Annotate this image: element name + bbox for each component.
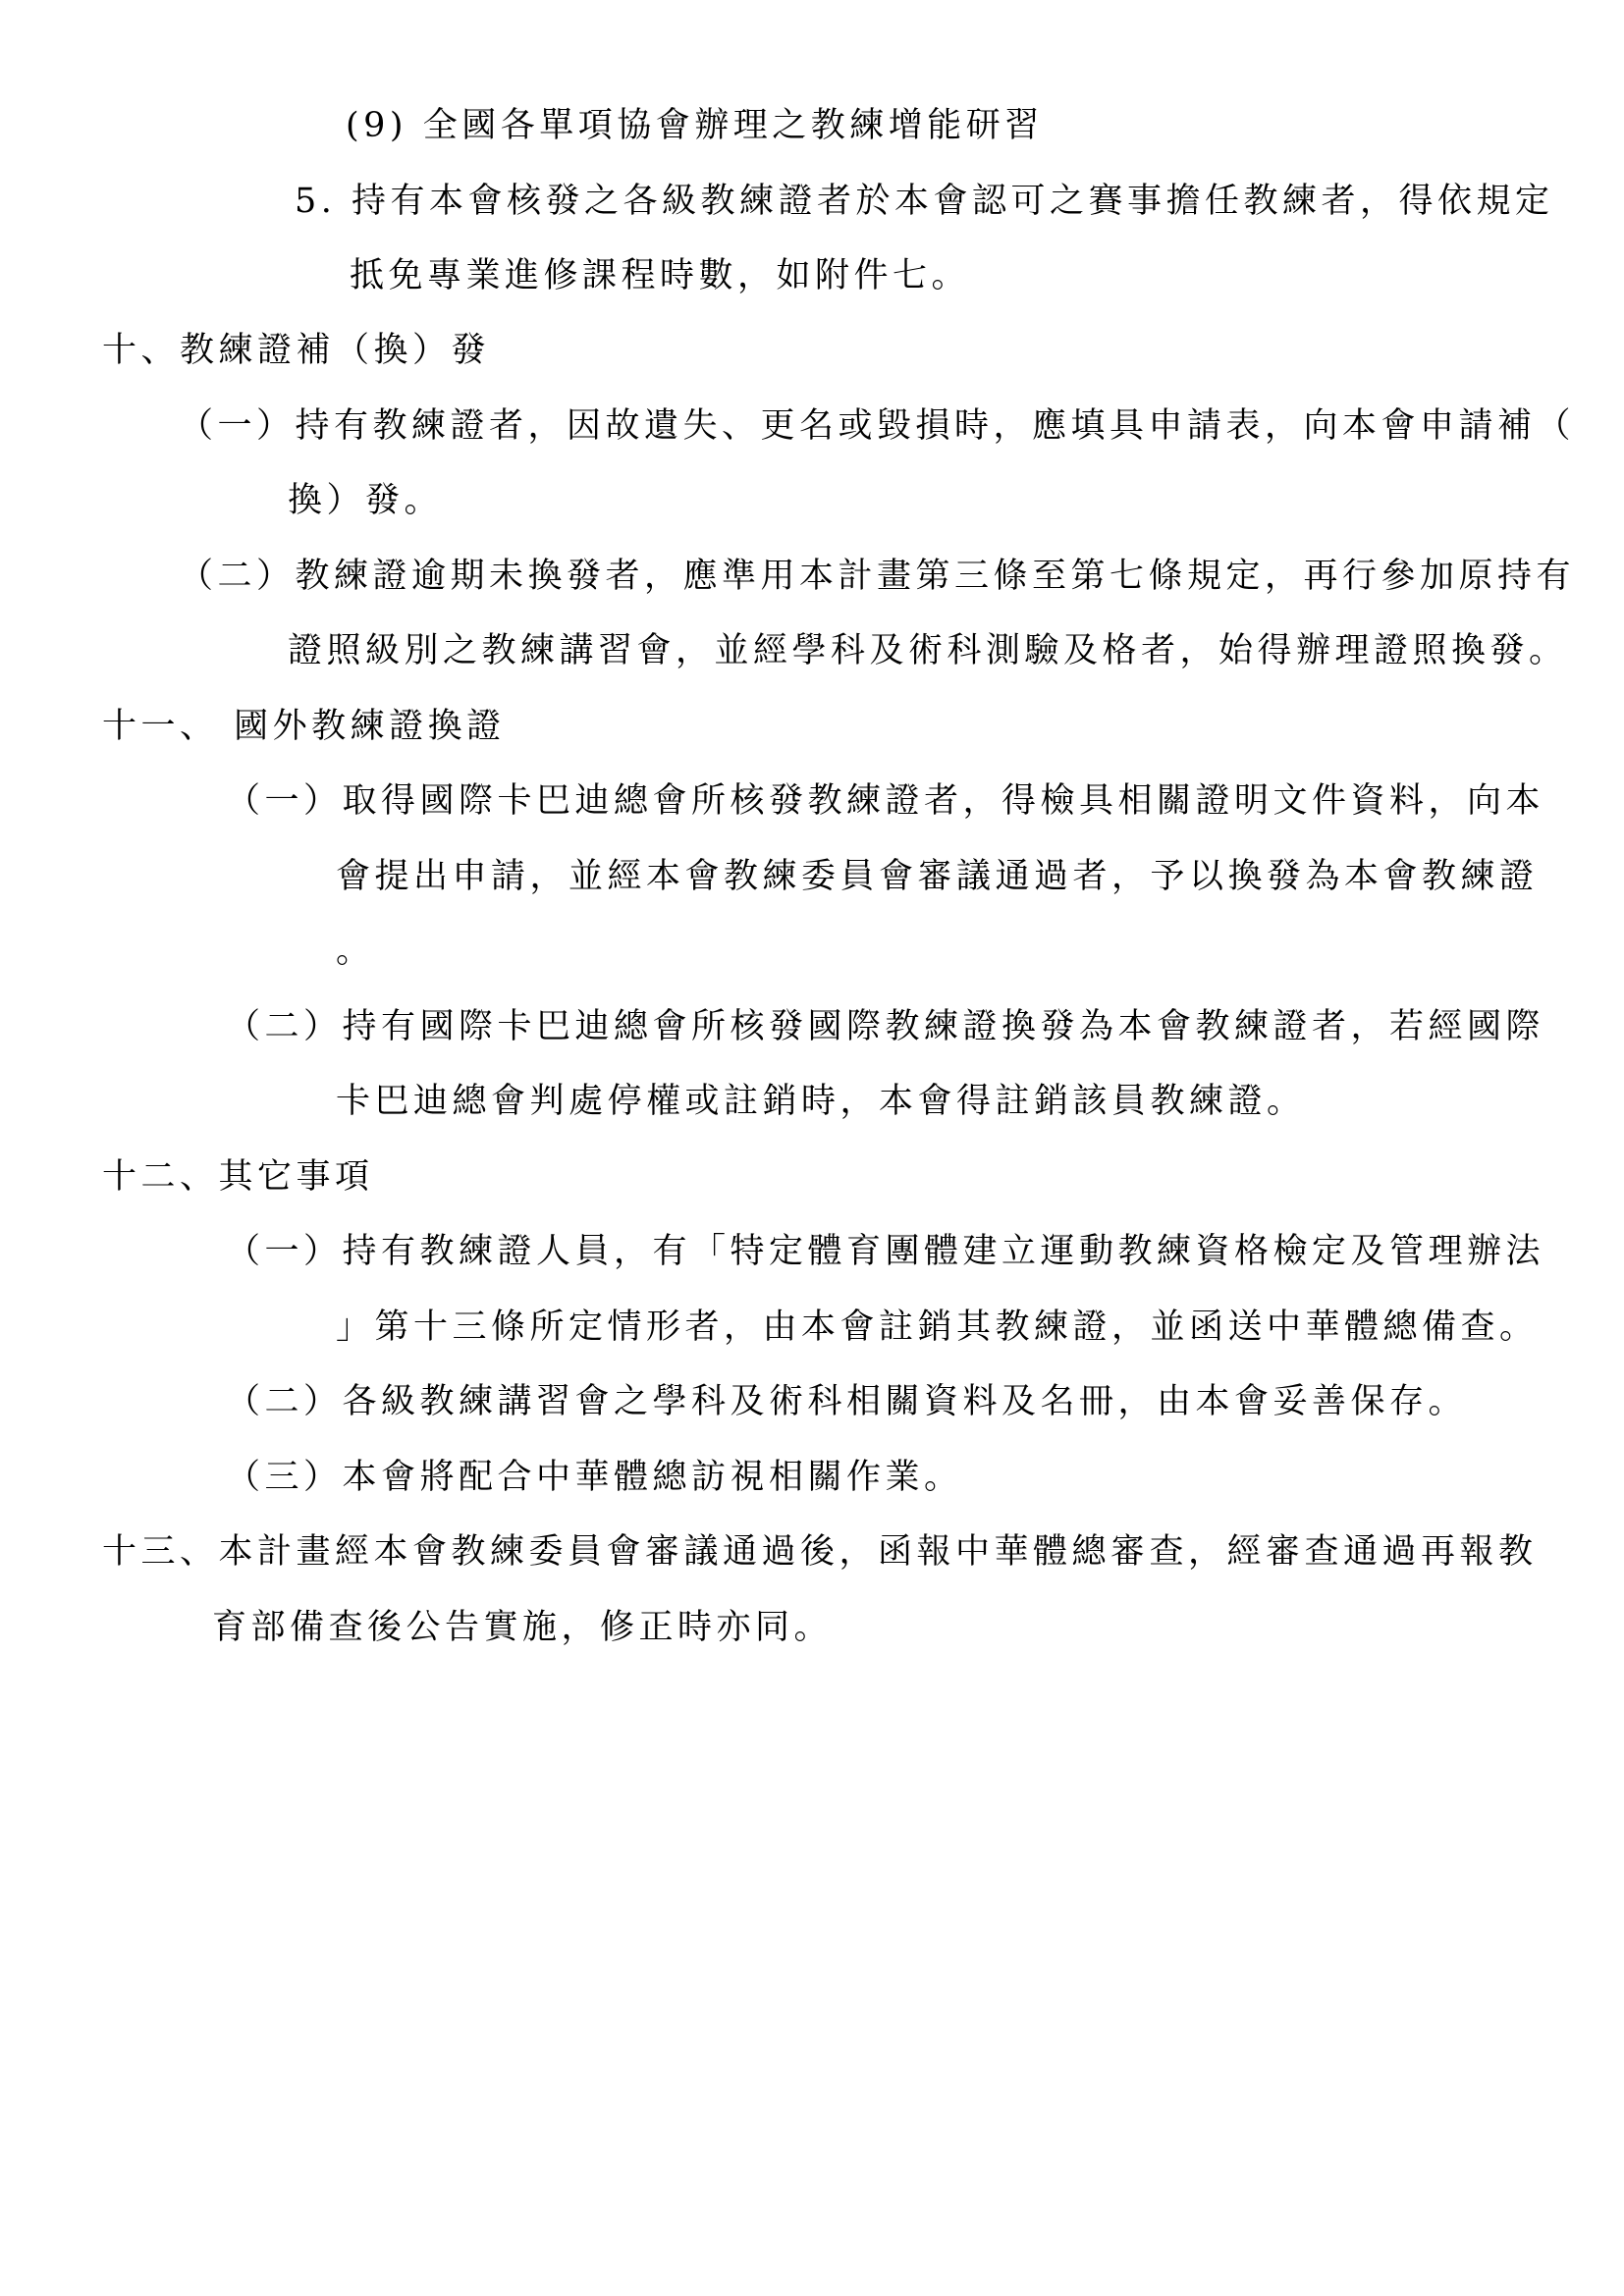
section-10-sub1-line-1: （一）持有教練證者，因故遺失、更名或毀損時，應填具申請表，向本會申請補（ (179, 406, 1576, 446)
section-12-sub3: （三）本會將配合中華體總訪視相關作業。 (226, 1458, 963, 1497)
section-12-sub1-line-2: 」第十三條所定情形者，由本會註銷其教練證，並函送中華體總備查。 (336, 1308, 1539, 1347)
item-9-line: (9) 全國各單項協會辦理之教練增能研習 (346, 106, 1044, 145)
item-5-line-1: 5. 持有本會核發之各級教練證者於本會認可之賽事擔任教練者，得依規定 (295, 182, 1554, 221)
section-11-sub1-line-1: （一）取得國際卡巴迪總會所核發教練證者，得檢具相關證明文件資料，向本 (226, 781, 1545, 821)
section-11-heading: 十一、 國外教練證換證 (102, 707, 506, 746)
section-10-heading: 十、教練證補（換）發 (102, 331, 491, 370)
section-10-sub1-line-2: 換）發。 (288, 481, 444, 520)
section-13-line-2: 育部備查後公告實施，修正時亦同。 (212, 1608, 834, 1647)
section-11-sub2-line-2: 卡巴迪總會判處停權或註銷時，本會得註銷該員教練證。 (336, 1082, 1306, 1121)
section-11-sub1-line-2: 會提出申請，並經本會教練委員會審議通過者，予以換發為本會教練證 (336, 857, 1539, 896)
section-12-sub2: （二）各級教練講習會之學科及術科相關資料及名冊，由本會妥善保存。 (226, 1382, 1468, 1421)
section-13-line-1: 十三、本計畫經本會教練委員會審議通過後，函報中華體總審查，經審查通過再報教 (102, 1532, 1538, 1572)
item-5-line-2: 抵免專業進修課程時數，如附件七。 (350, 256, 971, 295)
section-11-sub2-line-1: （二）持有國際卡巴迪總會所核發國際教練證換發為本會教練證者，若經國際 (226, 1007, 1545, 1046)
section-11-sub1-line-3: 。 (336, 932, 375, 971)
section-10-sub2-line-2: 證照級別之教練講習會，並經學科及術科測驗及格者，始得辦理證照換發。 (288, 631, 1568, 670)
section-12-heading: 十二、其它事項 (102, 1157, 374, 1197)
section-10-sub2-line-1: （二）教練證逾期未換發者，應準用本計畫第三條至第七條規定，再行參加原持有 (179, 557, 1576, 596)
section-12-sub1-line-1: （一）持有教練證人員，有「特定體育團體建立運動教練資格檢定及管理辦法 (226, 1232, 1545, 1271)
